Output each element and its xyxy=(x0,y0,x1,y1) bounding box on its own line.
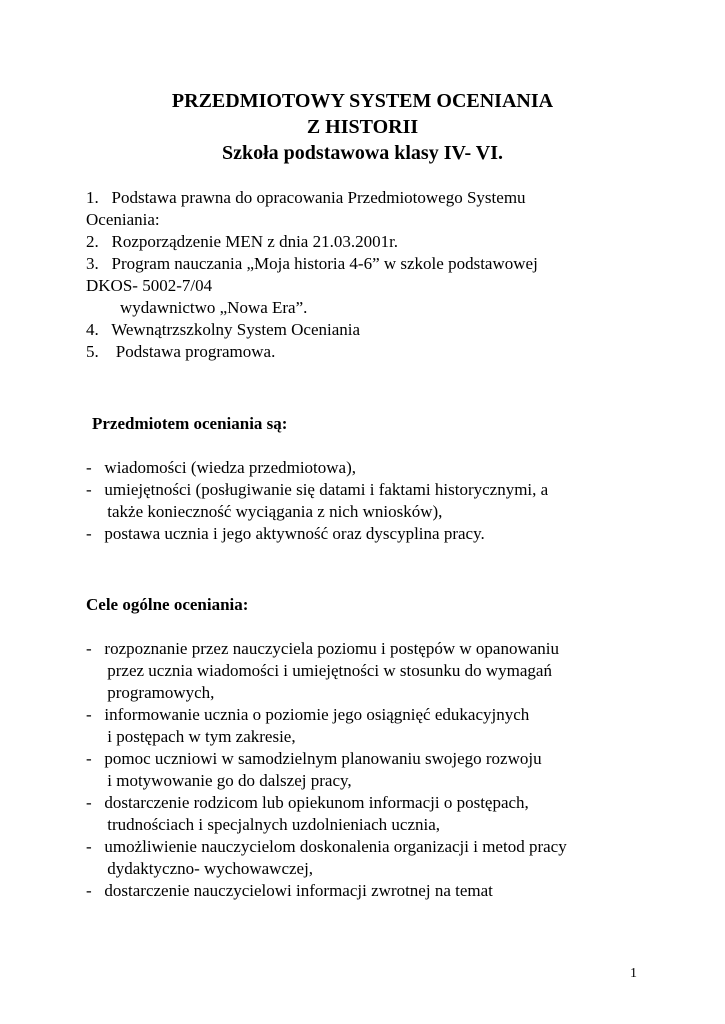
goals-list xyxy=(86,638,646,902)
list-item: - wiadomości (wiedza przedmiotowa), xyxy=(86,458,357,477)
list-item: 2. Rozporządzenie MEN z dnia 21.03.2001r. xyxy=(86,232,399,251)
goals-heading: Cele ogólne oceniania: xyxy=(86,595,249,614)
list-item: 5. Podstawa programowa. xyxy=(86,342,276,361)
title-line-3: Szkoła podstawowa klasy IV- VI. xyxy=(222,142,503,164)
list-item: 4. Wewnątrzszkolny System Oceniania xyxy=(86,320,361,339)
subject-heading: Przedmiotem oceniania są: xyxy=(92,414,288,433)
list-item: także konieczność wyciągania z nich wniosków), xyxy=(86,502,443,521)
list-item: programowych, xyxy=(86,683,215,702)
list-item: - informowanie ucznia o poziomie jego osiągnięć edukacyjnych xyxy=(86,705,530,724)
document-title xyxy=(0,88,725,166)
list-item: i postępach w tym zakresie, xyxy=(86,727,296,746)
list-item: - rozpoznanie przez nauczyciela poziomu i postępów w opanowaniu xyxy=(86,639,559,658)
list-item: 3. Program nauczania „Moja historia 4-6” w szkole podstawowej xyxy=(86,254,538,273)
list-item: przez ucznia wiadomości i umiejętności w stosunku do wymagań xyxy=(86,661,552,680)
list-item: Oceniania: xyxy=(86,210,160,229)
list-item: - pomoc uczniowi w samodzielnym planowaniu swojego rozwoju xyxy=(86,749,542,768)
list-item: - dostarczenie rodzicom lub opiekunom informacji o postępach, xyxy=(86,793,529,812)
list-item: wydawnictwo „Nowa Era”. xyxy=(86,298,308,317)
title-line-1: PRZEDMIOTOWY SYSTEM OCENIANIA xyxy=(171,90,554,112)
list-item: DKOS- 5002-7/04 xyxy=(86,276,213,295)
list-item: - postawa ucznia i jego aktywność oraz dyscyplina pracy. xyxy=(86,524,485,543)
list-item: 1. Podstawa prawna do opracowania Przedmiotowego Systemu xyxy=(86,188,526,207)
list-item: i motywowanie go do dalszej pracy, xyxy=(86,771,352,790)
list-item: trudnościach i specjalnych uzdolnieniach ucznia, xyxy=(86,815,441,834)
page-number: 1 xyxy=(630,966,637,981)
subject-list xyxy=(86,457,646,545)
legal-basis-list xyxy=(86,187,646,363)
title-line-2: Z HISTORII xyxy=(306,116,419,138)
list-item: - umiejętności (posługiwanie się datami i faktami historycznymi, a xyxy=(86,480,549,499)
list-item: - dostarczenie nauczycielowi informacji zwrotnej na temat xyxy=(86,881,493,900)
list-item: - umożliwienie nauczycielom doskonalenia organizacji i metod pracy xyxy=(86,837,567,856)
list-item: dydaktyczno- wychowawczej, xyxy=(86,859,314,878)
